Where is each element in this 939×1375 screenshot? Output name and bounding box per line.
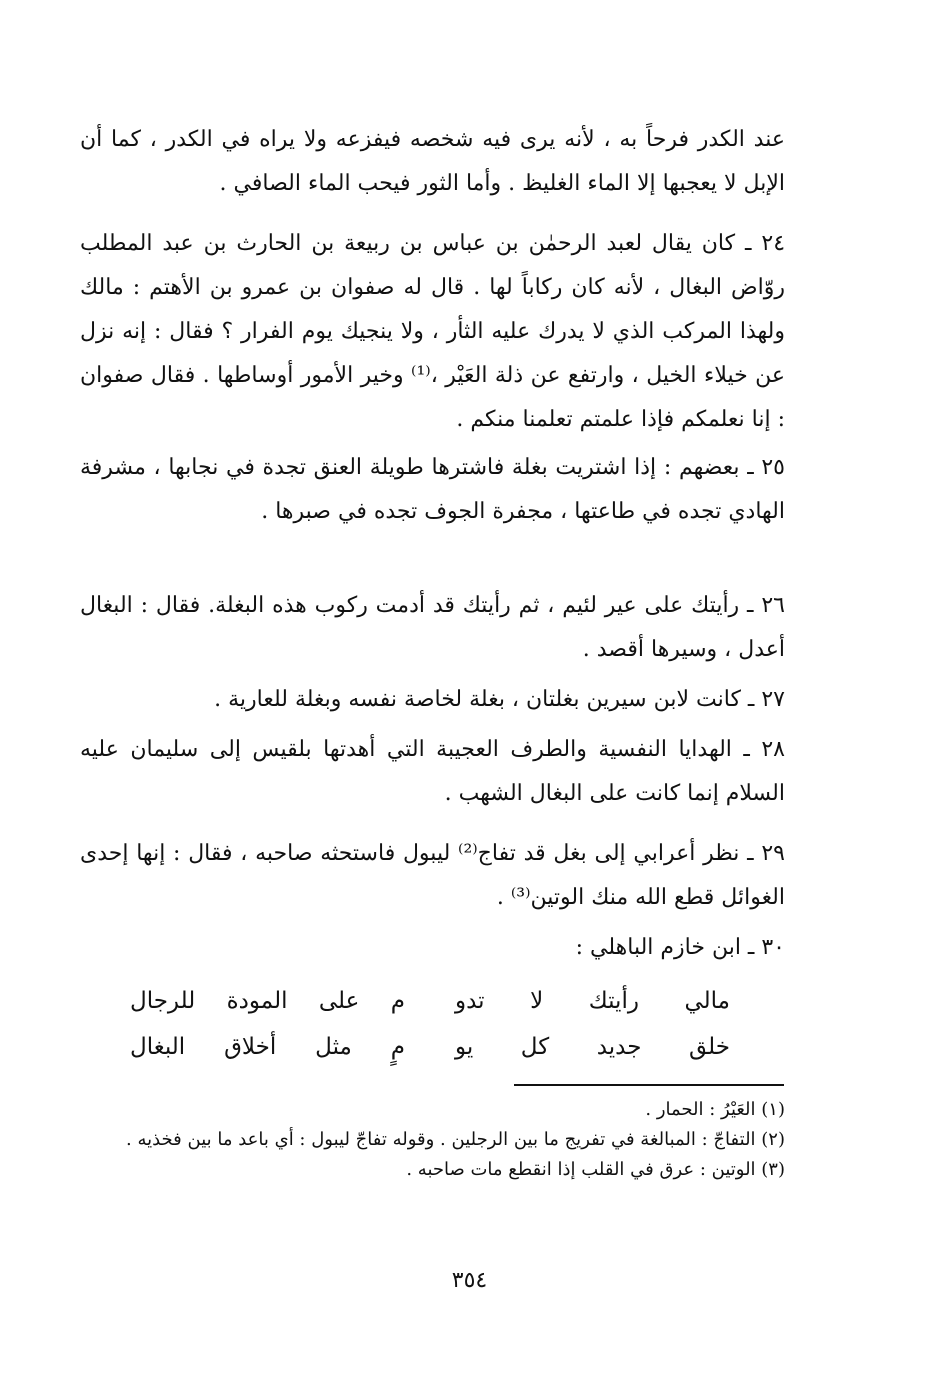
paragraph-27-text: ٢٧ ـ كانت لابن سيرين بغلتان ، بغلة لخاصة نفسه وبغلة للعارية . (214, 687, 785, 712)
footnotes (80, 1096, 785, 1186)
paragraph-30-text: ٣٠ ـ ابن خازم الباهلي : (575, 935, 785, 960)
paragraph-25-text: ٢٥ ـ بعضهم : إذا اشتريت بغلة فاشترها طويلة العنق تجدة في نجابها ، مشرفة الهادي تجده في طاعتها ، مجفرة الجوف تجده في صبرها . (80, 455, 785, 524)
paragraph-27 (80, 678, 785, 722)
footnote-3: (٣) الوتين : عرق في القلب إذا انقطع مات صاحبه . (406, 1159, 785, 1180)
paragraph-intro-text: عند الكدر فرحاً به ، لأنه يرى فيه شخصه فيفزعه ولا يراه في الكدر ، كما أن الإبل لا يعجبها إلا الماء الغليظ . وأما الثور فيحب الماء الصافي . (80, 127, 785, 196)
verse-1-first-hemistich: مالي رأيتك لا تدو (455, 988, 730, 1014)
verse-1-second-hemistich: م على المودة للرجال (130, 988, 405, 1014)
paragraph-intro (80, 118, 785, 206)
paragraph-26-text: ٢٦ ـ رأيتك على عير لئيم ، ثم رأيتك قد أدمت ركوب هذه البغلة. فقال : البغال أعدل ، وسيرها أقصد . (80, 593, 785, 662)
footnote-1: (١) العَيْرُ : الحمار . (645, 1099, 785, 1120)
paragraph-24-text: ٢٤ ـ كان يقال لعبد الرحمٰن بن عباس بن ربيعة بن الحارث بن عبد المطلب روّاض البغال ، لأنه كان ركاباً لها . قال له صفوان بن عمرو بن الأهتم : مالك ولهذا المركب الذي لا يدرك عليه الثأر ، ولا ينجيك يوم الفرار ؟ فقال : إنه نزل عن خيلاء الخيل ، وارتفع عن ذلة العَيْر ،⁽¹⁾ وخير الأمور أوساطها . فقال صفوان : إنا نعلمكم فإذا علمتم تعلمنا منكم . (80, 231, 786, 432)
page-number: ٣٥٤ (451, 1268, 488, 1293)
paragraph-25 (80, 446, 785, 534)
paragraph-28-text: ٢٨ ـ الهدايا النفسية والطرف العجيبة التي أهدتها بلقيس إلى سليمان عليه السلام إنما كانت على البغال الشهب . (80, 737, 785, 806)
verse-2-second-hemistich: مٍ مثل أخلاق البغال (130, 1034, 405, 1060)
paragraph-29 (80, 832, 785, 920)
verse-line-1 (130, 978, 730, 1024)
paragraph-29-text: ٢٩ ـ نظر أعرابي إلى بغل قد تفاج⁽²⁾ ليبول فاستحثه صاحبه ، فقال : إنها إحدى الغوائل قطع الله منك الوتين⁽³⁾ . (80, 841, 785, 910)
verse-2-first-hemistich: خلق جديد كل يو (455, 1034, 730, 1060)
paragraph-30 (80, 926, 785, 970)
paragraph-24 (80, 222, 785, 442)
paragraph-28 (80, 728, 785, 816)
paragraph-26 (80, 584, 785, 672)
verse-line-2 (130, 1024, 730, 1070)
footnote-2: (٢) التفاجّ : المبالغة في تفريج ما بين الرجلين . وقوله تفاجّ ليبول : أي باعد ما بين فخذيه . (126, 1129, 785, 1150)
footnote-separator (514, 1084, 784, 1086)
